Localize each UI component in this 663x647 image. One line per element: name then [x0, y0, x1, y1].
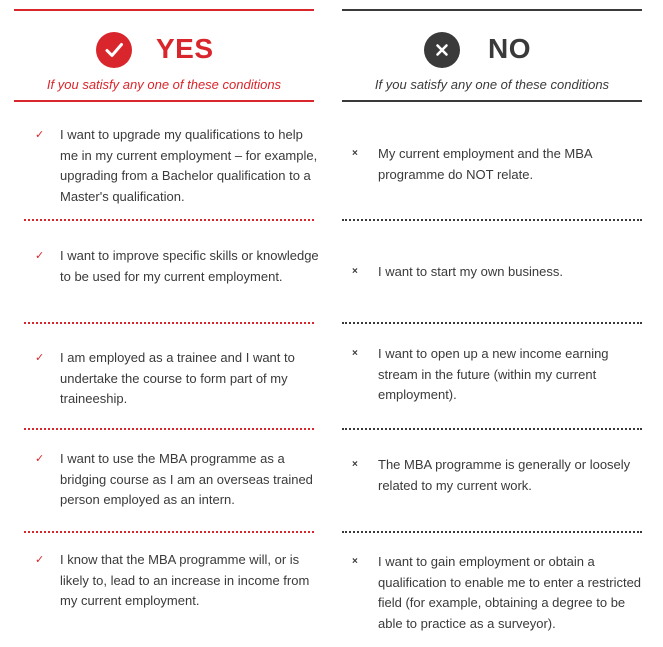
no-item-text: I want to start my own business.	[378, 264, 563, 279]
cross-mark-icon: ×	[352, 348, 358, 359]
yes-subtitle: If you satisfy any one of these conditions	[46, 77, 282, 92]
yes-divider	[24, 322, 314, 324]
yes-top-rule	[14, 9, 314, 11]
cross-mark-icon: ×	[352, 556, 358, 567]
cross-mark-icon: ×	[352, 266, 358, 277]
yes-item-text: I want to upgrade my qualifications to help me in my current employment – for example, upgrading from a Bachelor qualification to a Master's qualification.	[60, 127, 318, 204]
check-mark-icon: ✓	[35, 352, 45, 364]
check-mark-icon: ✓	[35, 554, 45, 566]
check-mark-icon: ✓	[35, 250, 45, 262]
no-divider	[342, 219, 642, 221]
no-item-text: I want to gain employment or obtain a qualification to enable me to enter a restricted field (for example, obtaining a degree to be able to practice as a surveyor).	[378, 554, 642, 631]
yes-subtitle-rule	[14, 100, 314, 102]
yes-item-text: I want to improve specific skills or knowledge to be used for my current employment.	[60, 248, 319, 284]
yes-item-text: I know that the MBA programme will, or is likely to, lead to an increase in income from my current employment.	[60, 552, 310, 608]
yes-heading: YES	[156, 33, 214, 64]
no-subtitle-rule	[342, 100, 642, 102]
check-icon	[96, 32, 132, 68]
no-item-text: The MBA programme is generally or loosely related to my current work.	[378, 457, 631, 493]
cross-mark-icon: ×	[352, 148, 358, 159]
cross-mark-icon: ×	[352, 459, 358, 470]
check-mark-icon: ✓	[35, 129, 45, 141]
yes-divider	[24, 531, 314, 533]
yes-item-text: I want to use the MBA programme as a bridging course as I am an overseas trained person employed as an intern.	[60, 451, 313, 507]
no-subtitle: If you satisfy any one of these conditions	[374, 77, 610, 92]
cross-icon	[424, 32, 460, 68]
no-item-text: My current employment and the MBA programme do NOT relate.	[378, 146, 592, 182]
yes-divider	[24, 428, 314, 430]
no-divider	[342, 531, 642, 533]
no-divider	[342, 322, 642, 324]
check-mark-icon: ✓	[35, 453, 45, 465]
no-item-text: I want to open up a new income earning stream in the future (within my current employment).	[378, 346, 609, 402]
no-top-rule	[342, 9, 642, 11]
no-heading: NO	[488, 33, 531, 64]
yes-divider	[24, 219, 314, 221]
no-divider	[342, 428, 642, 430]
yes-item-text: I am employed as a trainee and I want to undertake the course to form part of my traineeship.	[60, 350, 295, 406]
